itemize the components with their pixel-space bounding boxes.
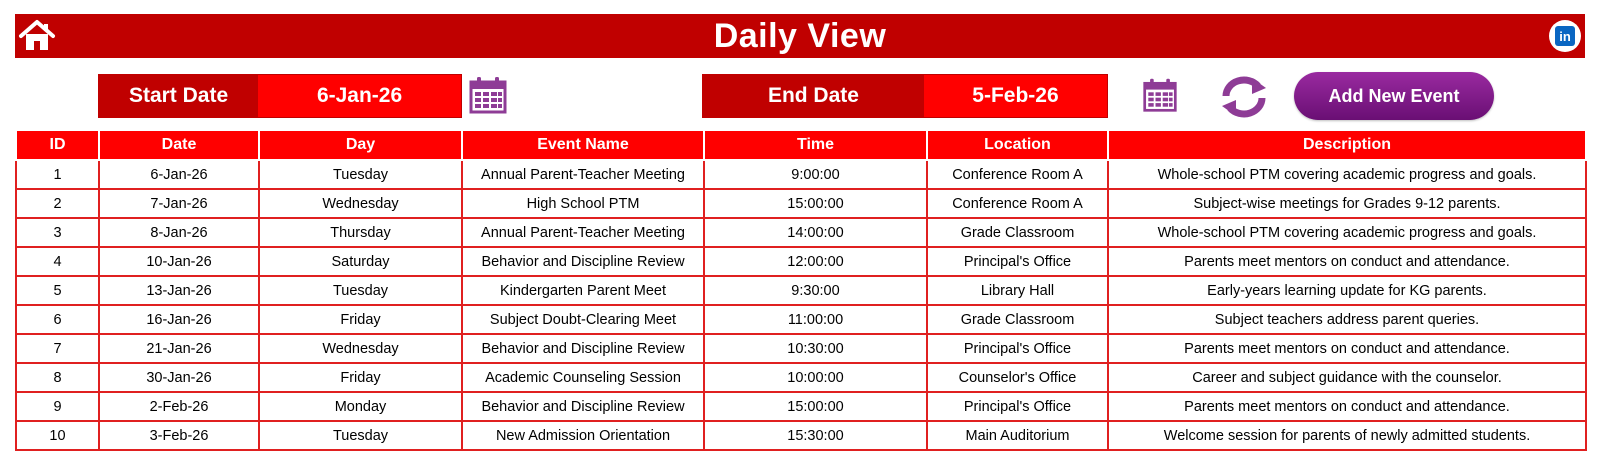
cell-description[interactable]: Parents meet mentors on conduct and attendance.	[1108, 247, 1586, 276]
cell-day[interactable]: Friday	[259, 305, 462, 334]
cell-location[interactable]: Principal's Office	[927, 247, 1108, 276]
refresh-icon[interactable]	[1218, 74, 1270, 125]
cell-location[interactable]: Principal's Office	[927, 392, 1108, 421]
events-table	[15, 131, 1587, 451]
cell-description[interactable]: Early-years learning update for KG parents.	[1108, 276, 1586, 305]
cell-day[interactable]: Thursday	[259, 218, 462, 247]
table-row[interactable]	[16, 363, 1586, 392]
cell-event-name[interactable]: Behavior and Discipline Review	[462, 334, 704, 363]
cell-location[interactable]: Principal's Office	[927, 334, 1108, 363]
cell-day[interactable]: Wednesday	[259, 189, 462, 218]
column-header-day: Day	[259, 131, 462, 160]
cell-location[interactable]: Conference Room A	[927, 160, 1108, 189]
column-header-time: Time	[704, 131, 927, 160]
table-header-row	[16, 131, 1586, 160]
start-date-label: Start Date	[99, 75, 258, 117]
cell-id[interactable]: 3	[16, 218, 99, 247]
cell-date[interactable]: 8-Jan-26	[99, 218, 259, 247]
cell-date[interactable]: 10-Jan-26	[99, 247, 259, 276]
cell-id[interactable]: 10	[16, 421, 99, 450]
cell-description[interactable]: Whole-school PTM covering academic progress and goals.	[1108, 160, 1586, 189]
cell-event-name[interactable]: New Admission Orientation	[462, 421, 704, 450]
column-header-location: Location	[927, 131, 1108, 160]
cell-id[interactable]: 5	[16, 276, 99, 305]
cell-id[interactable]: 8	[16, 363, 99, 392]
cell-day[interactable]: Tuesday	[259, 160, 462, 189]
cell-description[interactable]: Subject teachers address parent queries.	[1108, 305, 1586, 334]
page-title: Daily View	[713, 16, 887, 55]
cell-id[interactable]: 9	[16, 392, 99, 421]
start-calendar-icon[interactable]	[468, 75, 508, 120]
home-icon[interactable]	[17, 18, 57, 54]
cell-time[interactable]: 15:00:00	[704, 392, 927, 421]
cell-day[interactable]: Saturday	[259, 247, 462, 276]
cell-time[interactable]: 9:00:00	[704, 160, 927, 189]
linkedin-logo-text: in	[1555, 26, 1575, 46]
cell-id[interactable]: 7	[16, 334, 99, 363]
start-date-value[interactable]: 6-Jan-26	[258, 75, 461, 117]
column-header-event-name: Event Name	[462, 131, 704, 160]
cell-time[interactable]: 10:00:00	[704, 363, 927, 392]
add-new-event-button[interactable]: Add New Event	[1294, 72, 1494, 120]
cell-description[interactable]: Whole-school PTM covering academic progress and goals.	[1108, 218, 1586, 247]
table-row[interactable]	[16, 189, 1586, 218]
cell-id[interactable]: 6	[16, 305, 99, 334]
linkedin-icon[interactable]	[1549, 20, 1581, 52]
table-row[interactable]	[16, 392, 1586, 421]
cell-time[interactable]: 14:00:00	[704, 218, 927, 247]
column-header-date: Date	[99, 131, 259, 160]
cell-date[interactable]: 7-Jan-26	[99, 189, 259, 218]
table-row[interactable]	[16, 421, 1586, 450]
cell-event-name[interactable]: Behavior and Discipline Review	[462, 392, 704, 421]
cell-date[interactable]: 13-Jan-26	[99, 276, 259, 305]
table-row[interactable]	[16, 334, 1586, 363]
column-header-description: Description	[1108, 131, 1586, 160]
cell-event-name[interactable]: Academic Counseling Session	[462, 363, 704, 392]
table-row[interactable]	[16, 247, 1586, 276]
cell-event-name[interactable]: Annual Parent-Teacher Meeting	[462, 160, 704, 189]
end-calendar-icon[interactable]	[1142, 76, 1178, 119]
cell-location[interactable]: Library Hall	[927, 276, 1108, 305]
cell-date[interactable]: 6-Jan-26	[99, 160, 259, 189]
table-row[interactable]	[16, 218, 1586, 247]
cell-date[interactable]: 21-Jan-26	[99, 334, 259, 363]
cell-location[interactable]: Main Auditorium	[927, 421, 1108, 450]
table-row[interactable]	[16, 276, 1586, 305]
end-date-value[interactable]: 5-Feb-26	[924, 75, 1107, 117]
column-header-id: ID	[16, 131, 99, 160]
cell-location[interactable]: Grade Classroom	[927, 218, 1108, 247]
cell-event-name[interactable]: High School PTM	[462, 189, 704, 218]
cell-location[interactable]: Conference Room A	[927, 189, 1108, 218]
table-row[interactable]	[16, 160, 1586, 189]
cell-time[interactable]: 15:30:00	[704, 421, 927, 450]
cell-time[interactable]: 15:00:00	[704, 189, 927, 218]
cell-date[interactable]: 2-Feb-26	[99, 392, 259, 421]
cell-day[interactable]: Monday	[259, 392, 462, 421]
cell-id[interactable]: 1	[16, 160, 99, 189]
cell-date[interactable]: 30-Jan-26	[99, 363, 259, 392]
cell-location[interactable]: Grade Classroom	[927, 305, 1108, 334]
cell-time[interactable]: 9:30:00	[704, 276, 927, 305]
cell-time[interactable]: 10:30:00	[704, 334, 927, 363]
cell-event-name[interactable]: Annual Parent-Teacher Meeting	[462, 218, 704, 247]
cell-description[interactable]: Career and subject guidance with the counselor.	[1108, 363, 1586, 392]
title-bar	[15, 14, 1585, 58]
cell-day[interactable]: Tuesday	[259, 421, 462, 450]
cell-id[interactable]: 2	[16, 189, 99, 218]
end-date-group	[702, 74, 1108, 118]
cell-location[interactable]: Counselor's Office	[927, 363, 1108, 392]
cell-event-name[interactable]: Behavior and Discipline Review	[462, 247, 704, 276]
cell-day[interactable]: Wednesday	[259, 334, 462, 363]
cell-day[interactable]: Tuesday	[259, 276, 462, 305]
start-date-group	[98, 74, 462, 118]
cell-description[interactable]: Parents meet mentors on conduct and attendance.	[1108, 334, 1586, 363]
cell-id[interactable]: 4	[16, 247, 99, 276]
cell-description[interactable]: Welcome session for parents of newly admitted students.	[1108, 421, 1586, 450]
end-date-label: End Date	[703, 75, 924, 117]
cell-event-name[interactable]: Kindergarten Parent Meet	[462, 276, 704, 305]
cell-date[interactable]: 16-Jan-26	[99, 305, 259, 334]
cell-date[interactable]: 3-Feb-26	[99, 421, 259, 450]
table-row[interactable]	[16, 305, 1586, 334]
cell-time[interactable]: 11:00:00	[704, 305, 927, 334]
cell-description[interactable]: Parents meet mentors on conduct and attendance.	[1108, 392, 1586, 421]
cell-description[interactable]: Subject-wise meetings for Grades 9-12 parents.	[1108, 189, 1586, 218]
cell-day[interactable]: Friday	[259, 363, 462, 392]
cell-time[interactable]: 12:00:00	[704, 247, 927, 276]
cell-event-name[interactable]: Subject Doubt-Clearing Meet	[462, 305, 704, 334]
